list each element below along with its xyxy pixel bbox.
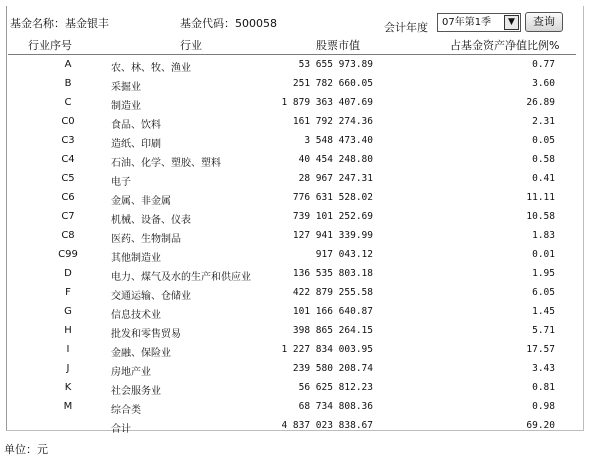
table-row <box>8 228 576 247</box>
industry-code: C8 <box>61 230 75 241</box>
table-row <box>8 57 576 76</box>
industry-code: K <box>64 382 72 393</box>
market-value: 3 548 473.40 <box>304 135 373 146</box>
unit-note: 单位：元 <box>4 443 48 456</box>
nav-ratio: 0.81 <box>532 382 555 393</box>
table-row <box>8 95 576 114</box>
nav-ratio: 3.60 <box>532 78 555 89</box>
industry-code: C0 <box>61 116 75 127</box>
chevron-down-icon[interactable]: ▼ <box>504 15 519 30</box>
market-value: 53 655 973.89 <box>298 59 373 70</box>
nav-ratio: 0.58 <box>532 154 555 165</box>
market-value: 239 580 208.74 <box>292 363 373 374</box>
table-row <box>8 190 576 209</box>
table-row <box>8 380 576 399</box>
total-row <box>8 418 576 437</box>
industry-code: I <box>66 344 70 355</box>
industry-code: C99 <box>58 249 78 260</box>
market-value: 1 227 834 003.95 <box>281 344 373 355</box>
industry-code: J <box>66 363 70 374</box>
industry-name: 其他制造业 <box>111 253 161 264</box>
nav-ratio: 3.43 <box>532 363 555 374</box>
market-value: 56 625 812.23 <box>298 382 373 393</box>
nav-ratio: 1.83 <box>532 230 555 241</box>
table-row <box>8 342 576 361</box>
column-header-industry: 行业 <box>180 39 202 52</box>
industry-name: 交通运输、仓储业 <box>111 291 191 302</box>
nav-ratio: 26.89 <box>526 97 555 108</box>
industry-name: 机械、设备、仪表 <box>111 215 191 226</box>
market-value: 127 941 339.99 <box>292 230 373 241</box>
fund-code-label: 基金代码：500058 <box>180 17 277 30</box>
market-value: 40 454 248.80 <box>298 154 373 165</box>
industry-name: 电子 <box>111 177 131 188</box>
industry-code: H <box>64 325 72 336</box>
industry-code: C <box>64 97 72 108</box>
nav-ratio: 17.57 <box>526 344 555 355</box>
table-row <box>8 114 576 133</box>
industry-name: 金属、非金属 <box>111 196 171 207</box>
period-select-value: 07年第1季 <box>442 17 492 28</box>
market-value: 739 101 252.69 <box>292 211 373 222</box>
table-row <box>8 399 576 418</box>
industry-name: 造纸、印刷 <box>111 139 161 150</box>
table-row <box>8 285 576 304</box>
market-value: 161 792 274.36 <box>292 116 373 127</box>
column-header-ratio: 占基金资产净值比例% <box>450 39 560 52</box>
filter-bar <box>10 11 580 35</box>
market-value: 422 879 255.58 <box>292 287 373 298</box>
table-row <box>8 247 576 266</box>
market-value: 28 967 247.31 <box>298 173 373 184</box>
table-row <box>8 361 576 380</box>
nav-ratio: 6.05 <box>532 287 555 298</box>
table-row <box>8 152 576 171</box>
market-value: 398 865 264.15 <box>292 325 373 336</box>
total-nav-ratio: 69.20 <box>526 420 555 431</box>
industry-code: C4 <box>61 154 75 165</box>
nav-ratio: 11.11 <box>526 192 555 203</box>
market-value: 136 535 803.18 <box>292 268 373 279</box>
period-select[interactable] <box>437 13 521 32</box>
nav-ratio: 0.98 <box>532 401 555 412</box>
industry-code: C3 <box>61 135 75 146</box>
nav-ratio: 0.77 <box>532 59 555 70</box>
industry-name: 石油、化学、塑胶、塑料 <box>111 158 221 169</box>
table-row <box>8 76 576 95</box>
industry-name: 采掘业 <box>111 82 141 93</box>
column-header-code: 行业序号 <box>28 39 72 52</box>
table-row <box>8 323 576 342</box>
fund-name-label: 基金名称：基金银丰 <box>10 17 109 30</box>
table-row <box>8 171 576 190</box>
nav-ratio: 1.45 <box>532 306 555 317</box>
industry-code: C6 <box>61 192 75 203</box>
market-value: 68 734 808.36 <box>298 401 373 412</box>
industry-code: C5 <box>61 173 75 184</box>
nav-ratio: 5.71 <box>532 325 555 336</box>
column-header-market-value: 股票市值 <box>316 39 360 52</box>
total-label: 合计 <box>111 424 131 435</box>
market-value: 251 782 660.05 <box>292 78 373 89</box>
industry-name: 综合类 <box>111 405 141 416</box>
nav-ratio: 1.95 <box>532 268 555 279</box>
industry-name: 房地产业 <box>111 367 151 378</box>
industry-name: 社会服务业 <box>111 386 161 397</box>
industry-code: G <box>64 306 72 317</box>
industry-name: 信息技术业 <box>111 310 161 321</box>
industry-name: 金融、保险业 <box>111 348 171 359</box>
table-row <box>8 304 576 323</box>
market-value: 776 631 528.02 <box>292 192 373 203</box>
industry-name: 医药、生物制品 <box>111 234 181 245</box>
industry-name: 制造业 <box>111 101 141 112</box>
table-row <box>8 209 576 228</box>
industry-name: 食品、饮料 <box>111 120 161 131</box>
industry-name: 批发和零售贸易 <box>111 329 181 340</box>
period-label: 会计年度 <box>384 21 428 34</box>
query-button[interactable]: 查询 <box>525 12 563 32</box>
nav-ratio: 0.05 <box>532 135 555 146</box>
industry-code: D <box>64 268 72 279</box>
industry-name: 电力、煤气及水的生产和供应业 <box>111 272 251 283</box>
nav-ratio: 0.41 <box>532 173 555 184</box>
nav-ratio: 2.31 <box>532 116 555 127</box>
market-value: 1 879 363 407.69 <box>281 97 373 108</box>
header-divider <box>8 54 576 55</box>
nav-ratio: 10.58 <box>526 211 555 222</box>
industry-code: F <box>65 287 71 298</box>
table-row <box>8 133 576 152</box>
total-market-value: 4 837 023 838.67 <box>281 420 373 431</box>
table-row <box>8 266 576 285</box>
market-value: 101 166 640.87 <box>292 306 373 317</box>
industry-code: A <box>64 59 72 70</box>
market-value: 917 043.12 <box>315 249 373 260</box>
industry-name: 农、林、牧、渔业 <box>111 63 191 74</box>
industry-code: C7 <box>61 211 75 222</box>
industry-code: B <box>64 78 72 89</box>
industry-code: M <box>63 401 73 412</box>
nav-ratio: 0.01 <box>532 249 555 260</box>
